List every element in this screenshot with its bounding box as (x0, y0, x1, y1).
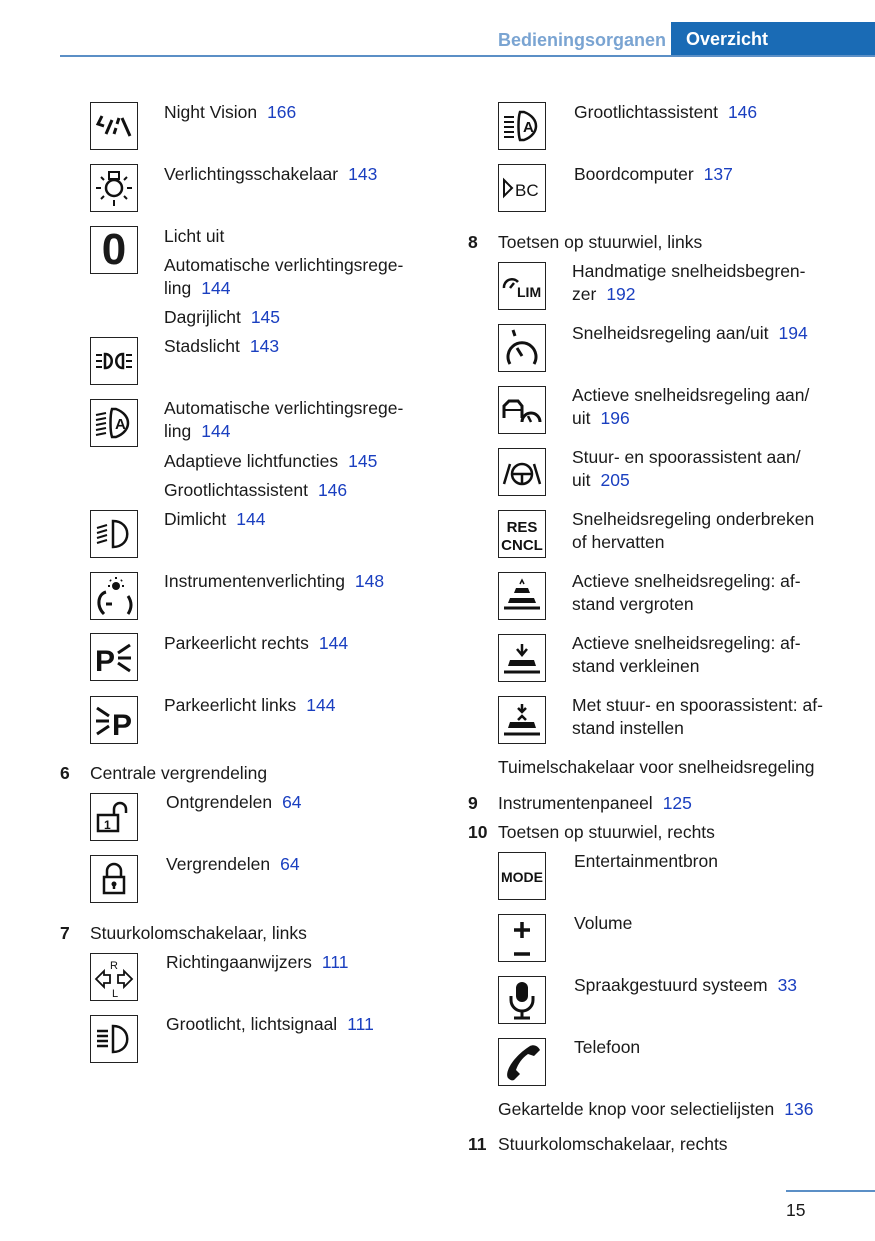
auto-lighting-entry-2: Automatische verlichtingsrege- ling 144 (164, 398, 404, 441)
section-7-number: 7 (60, 923, 70, 943)
page-ref[interactable]: 111 (347, 1014, 374, 1034)
r-glyph: R (110, 960, 118, 972)
volume-icon (498, 914, 546, 962)
section-8-title: Toetsen op stuurwiel, links (498, 232, 703, 252)
high-beam-assist-icon (498, 102, 546, 150)
voice-control-entry: Spraakgestuurd systeem 33 (574, 975, 798, 995)
one-glyph: 1 (104, 818, 111, 832)
auto-lighting-entry: Automatische verlichtingsrege- ling 144 (164, 255, 404, 298)
page-ref[interactable]: 192 (606, 284, 636, 304)
board-computer-icon (498, 164, 546, 212)
cncl-glyph: CNCL (501, 537, 543, 554)
distance-decrease-entry: Actieve snelheidsregeling: af- stand verkleinen (572, 633, 801, 676)
page-ref[interactable]: 146 (317, 480, 348, 500)
low-beam-icon (90, 510, 138, 558)
header-rule (60, 55, 875, 57)
instrument-lighting-icon (90, 572, 138, 620)
high-beam-assist-entry-right: Grootlichtassistent 146 (574, 102, 758, 122)
section-7-title: Stuurkolomschakelaar, links (90, 923, 307, 943)
parking-light-right-icon (90, 633, 138, 681)
parking-lights-icon (90, 337, 138, 385)
phone-icon (498, 1038, 546, 1086)
page-ref[interactable]: 136 (784, 1099, 814, 1119)
footer-rule (786, 1190, 875, 1192)
page-ref[interactable]: 146 (727, 102, 758, 122)
zero-glyph: 0 (101, 226, 127, 274)
page-ref[interactable]: 144 (306, 695, 336, 715)
section-6-number: 6 (60, 763, 70, 783)
entertainment-entry: Entertainmentbron (574, 851, 718, 871)
board-computer-entry: Boordcomputer 137 (574, 164, 733, 184)
page-ref[interactable]: 166 (267, 102, 297, 122)
side-light-entry: Stadslicht 143 (164, 336, 280, 356)
page-ref[interactable]: 144 (236, 509, 266, 529)
high-beam-entry: Grootlicht, lichtsignaal 111 (166, 1014, 374, 1034)
section-10-title: Toetsen op stuurwiel, rechts (498, 822, 715, 842)
lane-assist-icon (498, 448, 546, 496)
section-9-title: Instrumentenpaneel 125 (498, 793, 692, 813)
l-glyph: L (112, 988, 119, 999)
page-ref[interactable]: 144 (201, 278, 231, 298)
page-ref[interactable]: 33 (777, 975, 798, 995)
page-ref[interactable]: 194 (778, 323, 808, 343)
page-ref[interactable]: 111 (321, 952, 349, 972)
page-ref[interactable]: 137 (703, 164, 733, 184)
parking-light-left-icon (90, 696, 138, 744)
light-switch-icon (90, 164, 138, 212)
section-9-number: 9 (468, 793, 478, 813)
page-ref[interactable]: 143 (348, 164, 378, 184)
instrument-lighting-entry: Instrumentenverlichting 148 (164, 571, 385, 591)
distance-set-entry: Met stuur- en spoorassistent: af- stand instellen (572, 695, 823, 738)
page-ref[interactable]: 205 (600, 470, 630, 490)
low-beam-entry: Dimlicht 144 (164, 509, 266, 529)
a-glyph: A (115, 416, 126, 433)
page-ref[interactable]: 64 (282, 792, 302, 812)
light-off-entry: Licht uit (164, 226, 225, 246)
rocker-switch-entry: Tuimelschakelaar voor snelheidsregeling (498, 757, 815, 777)
res-cncl-icon (498, 510, 546, 558)
mode-glyph: MODE (501, 869, 543, 885)
section-11-number: 11 (468, 1134, 487, 1154)
distance-increase-icon (498, 572, 546, 620)
page-ref[interactable]: 125 (662, 793, 692, 813)
header-section-title: Bedieningsorganen (497, 30, 666, 50)
header-tab-overview[interactable]: Overzicht (671, 22, 875, 56)
unlock-icon (90, 793, 138, 841)
light-switch-entry: Verlichtingsschakelaar 143 (164, 164, 378, 184)
lim-glyph: LIM (517, 284, 542, 300)
page-number: 15 (786, 1200, 806, 1220)
mode-button-icon (498, 852, 546, 900)
parking-light-left-entry: Parkeerlicht links 144 (164, 695, 336, 715)
section-8-number: 8 (468, 232, 478, 252)
speed-limiter-icon (498, 262, 546, 310)
distance-set-icon (498, 696, 546, 744)
page-ref[interactable]: 144 (318, 633, 349, 653)
page-ref[interactable]: 144 (201, 421, 231, 441)
active-cruise-icon (498, 386, 546, 434)
cruise-resume-entry: Snelheidsregeling onderbreken of hervatten (572, 509, 815, 552)
section-11-title: Stuurkolomschakelaar, rechts (498, 1134, 728, 1154)
night-vision-entry: Night Vision 166 (164, 102, 297, 122)
volume-entry: Volume (574, 913, 633, 933)
lock-entry: Vergrendelen 64 (166, 854, 300, 874)
page-ref[interactable]: 148 (354, 571, 385, 591)
lock-icon (90, 855, 138, 903)
lane-assist-entry: Stuur- en spoorassistent aan/ uit 205 (572, 447, 801, 490)
phone-entry: Telefoon (574, 1037, 641, 1057)
unlock-entry: Ontgrendelen 64 (166, 792, 302, 812)
res-glyph: RES (506, 519, 538, 536)
distance-increase-entry: Actieve snelheidsregeling: af- stand vergroten (572, 571, 801, 614)
page-ref[interactable]: 145 (348, 451, 378, 471)
active-cruise-entry: Actieve snelheidsregeling aan/ uit 196 (572, 385, 810, 428)
p-glyph: P (112, 709, 133, 742)
high-beam-assist-entry: Grootlichtassistent 146 (164, 480, 348, 500)
turn-signal-icon (90, 953, 138, 1001)
knurled-knob-entry: Gekartelde knop voor selectielijsten 136 (498, 1099, 814, 1119)
distance-decrease-icon (498, 634, 546, 682)
turn-signal-entry: Richtingaanwijzers 111 (166, 952, 349, 972)
light-off-icon (90, 226, 138, 274)
night-vision-icon (90, 102, 138, 150)
high-beam-icon (90, 1015, 138, 1063)
cruise-control-icon (498, 324, 546, 372)
parking-light-right-entry: Parkeerlicht rechts 144 (164, 633, 349, 653)
p-glyph: P (95, 645, 116, 678)
microphone-icon (498, 976, 546, 1024)
adaptive-light-entry: Adaptieve lichtfuncties 145 (164, 451, 378, 471)
bc-glyph: BC (515, 181, 539, 200)
cruise-control-entry: Snelheidsregeling aan/uit 194 (572, 323, 808, 343)
section-10-number: 10 (468, 822, 488, 842)
page-ref[interactable]: 196 (600, 408, 630, 428)
page-ref[interactable]: 64 (280, 854, 300, 874)
page-ref[interactable]: 145 (250, 307, 281, 327)
auto-headlight-icon (90, 399, 138, 447)
section-6-title: Centrale vergrendeling (90, 763, 268, 783)
speed-limiter-entry: Handmatige snelheidsbegren- zer 192 (572, 261, 806, 304)
daytime-light-entry: Dagrijlicht 145 (164, 307, 281, 327)
page-ref[interactable]: 143 (249, 336, 280, 356)
a-glyph: A (523, 119, 534, 136)
